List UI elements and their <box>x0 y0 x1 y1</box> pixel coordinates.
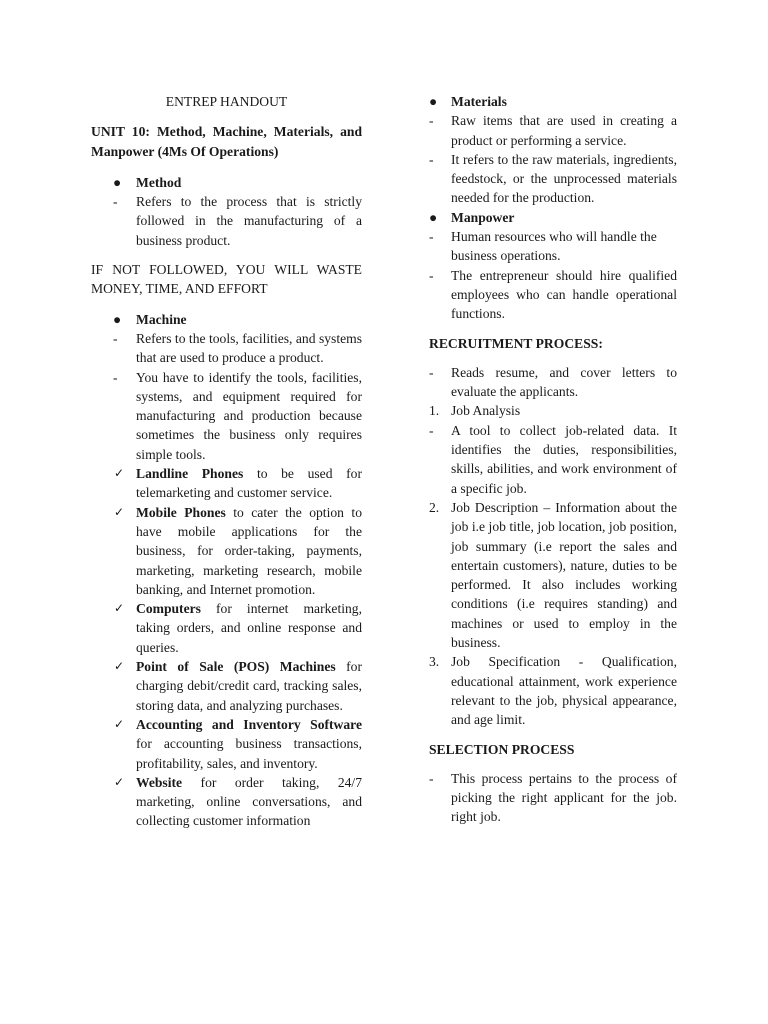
checkmark-icon: ✓ <box>114 774 125 789</box>
dash-marker: - <box>113 194 118 210</box>
dash-marker: - <box>113 369 118 385</box>
dash-marker: - <box>429 229 434 245</box>
manpower-item-1 <box>429 227 677 266</box>
dash-marker: - <box>429 770 434 786</box>
step-2-text: Job Description – Information about the job i.e job title, job location, job position, job summary (i.e report the sales and entertain customers), nature, duties to be performed. It also includes working conditions (i.e requires standing) and machines or used to employ in the business. <box>451 499 677 651</box>
method-heading <box>91 173 362 192</box>
manpower-heading <box>429 208 677 227</box>
dash-marker: - <box>113 330 118 346</box>
bullet-icon: ● <box>113 311 122 327</box>
document-title: ENTREP HANDOUT <box>165 94 288 109</box>
method-desc <box>91 192 362 250</box>
recruitment-step-2 <box>429 498 677 652</box>
tool-name: Computers <box>136 601 201 617</box>
manpower-item-2-text: The entrepreneur should hire qualified employees who can handle operational functions. <box>451 267 677 322</box>
dash-marker: - <box>429 151 434 167</box>
recruitment-intro-text: Reads resume, and cover letters to evaluate the applicants. <box>451 364 677 400</box>
step-1-desc-text: A tool to collect job-related data. It identifies the duties, responsibilities, skills, abilities, and work environment of a specific job. <box>451 422 677 496</box>
recruitment-heading: RECRUITMENT PROCESS: <box>429 335 603 351</box>
dash-marker: - <box>429 113 434 129</box>
machine-item-2 <box>91 368 362 464</box>
tool-name: Accounting and Inventory Software <box>136 716 362 732</box>
materials-heading <box>429 92 677 111</box>
materials-item-1-text: Raw items that are used in creating a product or performing a service. <box>451 113 677 148</box>
step-number: 3. <box>429 654 440 670</box>
bullet-icon: ● <box>429 209 438 225</box>
materials-heading-text: Materials <box>451 94 507 109</box>
method-warning: IF NOT FOLLOWED, YOU WILL WASTE MONEY, TIME, AND EFFORT <box>91 262 362 297</box>
checkmark-icon: ✓ <box>114 466 125 481</box>
manpower-heading-text: Manpower <box>451 209 515 225</box>
recruitment-intro <box>429 363 677 402</box>
tool-text: to cater the option to have mobile applications for the business, for order-taking, payments, marketing, marketing research, mobile banking, and Internet promotion. <box>136 504 362 597</box>
step-number: 2. <box>429 499 440 515</box>
materials-item-2-text: It refers to the raw materials, ingredients, feedstock, or the unprocessed materials needed for the production. <box>451 151 677 206</box>
right-column <box>429 92 677 827</box>
machine-heading-text: Machine <box>136 311 187 327</box>
selection-heading: SELECTION PROCESS <box>429 741 575 757</box>
method-heading-text: Method <box>136 174 182 190</box>
tool-website <box>91 773 362 831</box>
manpower-item-2 <box>429 266 677 324</box>
tool-landline <box>91 464 362 503</box>
selection-desc-text: This process pertains to the process of picking the right applicant for the job. right job. <box>451 770 677 825</box>
materials-item-1 <box>429 111 677 150</box>
tool-name: Landline Phones <box>136 466 244 482</box>
tool-accounting <box>91 715 362 773</box>
recruitment-step-3 <box>429 652 677 729</box>
machine-heading <box>91 310 362 329</box>
tool-text: for accounting business transactions, profitability, sales, and inventory. <box>136 736 362 771</box>
step-3-text: Job Specification - Qualification, educational attainment, work experience relevant to the job, physical appearance, and age limit. <box>451 654 677 728</box>
checkmark-icon: ✓ <box>114 716 125 731</box>
tool-pos <box>91 657 362 715</box>
tool-name: Mobile Phones <box>136 504 226 520</box>
recruitment-step-1-desc <box>429 421 677 498</box>
method-desc-text: Refers to the process that is strictly followed in the manufacturing of a business product. <box>136 194 362 248</box>
step-number: 1. <box>429 403 440 419</box>
dash-marker: - <box>429 422 434 438</box>
dash-marker: - <box>429 267 434 283</box>
tool-text: to be used for telemarketing and customer service. <box>136 466 362 501</box>
checkmark-icon: ✓ <box>114 601 125 616</box>
tool-text: for order taking, 24/7 marketing, online conversations, and collecting customer information <box>136 774 362 829</box>
manpower-item-1b-text: business operations. <box>451 248 561 264</box>
tool-mobile <box>91 503 362 599</box>
checkmark-icon: ✓ <box>114 504 125 519</box>
dash-marker: - <box>429 364 434 380</box>
selection-desc <box>429 769 677 827</box>
tool-name: Point of Sale (POS) Machines <box>136 659 336 675</box>
bullet-icon: ● <box>113 174 122 190</box>
unit-title: UNIT 10: Method, Machine, Materials, and Manpower (4Ms Of Operations) <box>91 124 362 159</box>
tool-name: Website <box>136 774 183 790</box>
tool-text: for charging debit/credit card, tracking sales, storing data, and analyzing purchases. <box>136 659 362 713</box>
tool-computers <box>91 599 362 657</box>
materials-item-2 <box>429 150 677 208</box>
tool-text: for internet marketing, taking orders, and online response and queries. <box>136 601 362 655</box>
machine-item-1 <box>91 329 362 368</box>
step-1-title: Job Analysis <box>451 403 521 419</box>
bullet-icon: ● <box>429 94 438 109</box>
recruitment-step-1 <box>429 401 677 420</box>
left-column <box>91 92 362 831</box>
checkmark-icon: ✓ <box>114 659 125 674</box>
manpower-item-1a-text: Human resources who will handle the <box>451 229 657 245</box>
machine-item-1-text: Refers to the tools, facilities, and systems that are used to produce a product. <box>136 330 362 366</box>
machine-item-2-text: You have to identify the tools, facilities, systems, and equipment required for manufacturing and production because sometimes the business only requires simple tools. <box>136 369 362 462</box>
